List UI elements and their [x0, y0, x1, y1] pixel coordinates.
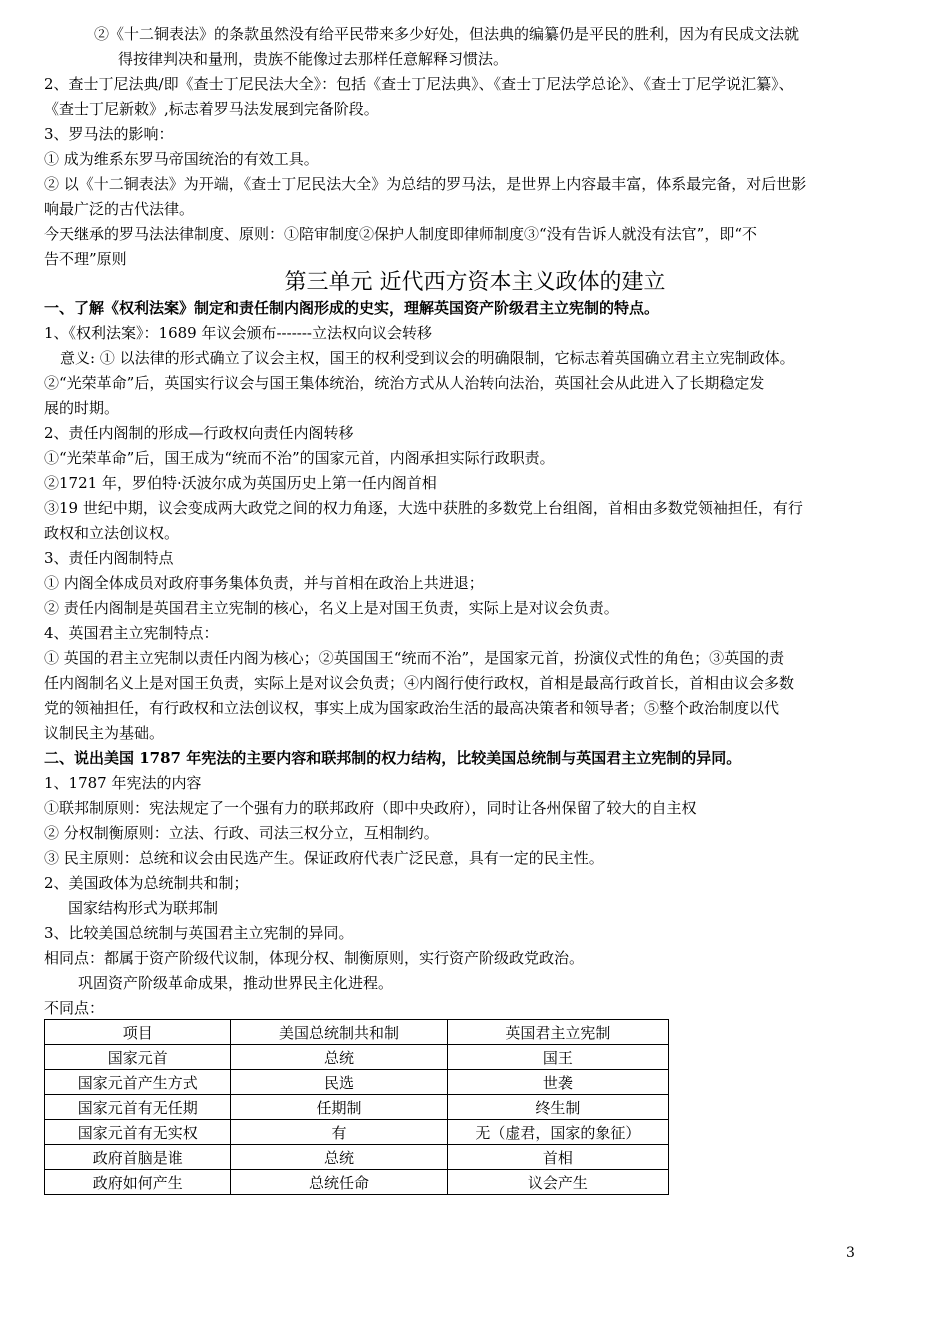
text-line: ①“光荣革命”后，国王成为“统而不治”的国家元首，内阁承担实际行政职责。: [44, 449, 555, 467]
text-line: 得按律判决和量刑，贵族不能像过去那样任意解释习惯法。: [118, 50, 509, 68]
text-line: 相同点：都属于资产阶级代议制，体现分权、制衡原则，实行资产阶级政党政治。: [44, 949, 585, 967]
table-cell: 世袭: [447, 1070, 668, 1095]
table-cell: 首相: [447, 1145, 668, 1170]
text-line: ① 内阁全体成员对政府事务集体负责，并与首相在政治上共进退；: [44, 574, 484, 592]
text-line: 1、《权利法案》：1689 年议会颁布-------立法权向议会转移: [44, 324, 432, 342]
text-line: ②1721 年，罗伯特·沃波尔成为英国历史上第一任内阁首相: [44, 474, 437, 492]
text-line: 响最广泛的古代法律。: [44, 200, 195, 218]
text-line: 展的时期。: [44, 399, 120, 417]
table-cell: 有: [231, 1120, 447, 1145]
text-line: ① 成为维系东罗马帝国统治的有效工具。: [44, 150, 319, 168]
table-header-cell: 美国总统制共和制: [231, 1020, 447, 1045]
text-line: 今天继承的罗马法法律制度、原则：①陪审制度②保护人制度即律师制度③“没有告诉人就没有法官”，即“不: [44, 225, 758, 243]
text-line: ② 责任内阁制是英国君主立宪制的核心，名义上是对国王负责，实际上是对议会负责。: [44, 599, 619, 617]
table-cell: 议会产生: [447, 1170, 668, 1195]
table-header-cell: 英国君主立宪制: [447, 1020, 668, 1045]
table-row: [45, 1045, 669, 1070]
text-line: 《查士丁尼新敕》,标志着罗马法发展到完备阶段。: [44, 100, 379, 118]
text-line: 1、1787 年宪法的内容: [44, 774, 202, 792]
section-heading: 一、了解《权利法案》制定和责任制内阁形成的史实，理解英国资产阶级君主立宪制的特点。: [44, 299, 660, 317]
table-cell: 终生制: [447, 1095, 668, 1120]
table-cell: 总统: [231, 1145, 447, 1170]
text-line: 4、英国君主立宪制特点：: [44, 624, 219, 642]
table-row: [45, 1145, 669, 1170]
table-cell: 民选: [231, 1070, 447, 1095]
text-line: ③19 世纪中期，议会变成两大政党之间的权力角逐，大选中获胜的多数党上台组阁，首相由多数党领袖担任，有行: [44, 499, 803, 517]
table-cell: 总统: [231, 1045, 447, 1070]
text-line: ②“光荣革命”后，英国实行议会与国王集体统治，统治方式从人治转向法治，英国社会从此进入了长期稳定发: [44, 374, 765, 392]
table-cell: 国家元首产生方式: [45, 1070, 231, 1095]
text-line: 告不理”原则: [44, 250, 127, 268]
page-number: 3: [846, 1245, 855, 1261]
table-cell: 国家元首: [45, 1045, 231, 1070]
text-line: 不同点：: [44, 999, 105, 1017]
section-heading: 二、说出美国 1787 年宪法的主要内容和联邦制的权力结构，比较美国总统制与英国君主立宪制的异同。: [44, 749, 742, 767]
table-cell: 国家元首有无实权: [45, 1120, 231, 1145]
table-cell: 国家元首有无任期: [45, 1095, 231, 1120]
table-row: [45, 1120, 669, 1145]
text-line: ② 分权制衡原则：立法、行政、司法三权分立，互相制约。: [44, 824, 439, 842]
text-line: 2、责任内阁制的形成—行政权向责任内阁转移: [44, 424, 354, 442]
table-cell: 政府如何产生: [45, 1170, 231, 1195]
text-line: ① 英国的君主立宪制以责任内阁为核心；②英国国王“统而不治”，是国家元首，扮演仪式性的角色；③英国的责: [44, 649, 785, 667]
table-header-row: [45, 1020, 669, 1045]
table-cell: 任期制: [231, 1095, 447, 1120]
text-line: 政权和立法创议权。: [44, 524, 180, 542]
text-line: 议制民主为基础。: [44, 724, 165, 742]
table-row: [45, 1070, 669, 1095]
table-cell: 政府首脑是谁: [45, 1145, 231, 1170]
table-row: [45, 1095, 669, 1120]
text-line: ② 以《十二铜表法》为开端，《查士丁尼民法大全》为总结的罗马法，是世界上内容最丰富，体系最完备，对后世影: [44, 175, 807, 193]
comparison-table: [44, 1019, 669, 1195]
text-line: 国家结构形式为联邦制: [68, 899, 219, 917]
table-cell: 国王: [447, 1045, 668, 1070]
text-line: ②《十二铜表法》的条款虽然没有给平民带来多少好处，但法典的编纂仍是平民的胜利，因为有民成文法就: [94, 25, 800, 43]
unit-title: 第三单元 近代西方资本主义政体的建立: [284, 270, 666, 295]
text-line: 意义: ① 以法律的形式确立了议会主权，国王的权利受到议会的明确限制，它标志着英国确立君主立宪制政体。: [60, 349, 795, 367]
table-row: [45, 1170, 669, 1195]
text-line: 2、美国政体为总统制共和制；: [44, 874, 249, 892]
text-line: ①联邦制原则：宪法规定了一个强有力的联邦政府（即中央政府），同时让各州保留了较大的自主权: [44, 799, 697, 817]
text-line: 2、查士丁尼法典/即《查士丁尼民法大全》：包括《查士丁尼法典》、《查士丁尼法学总论》、《查士丁尼学说汇纂》、: [44, 75, 794, 93]
table-header-cell: 项目: [45, 1020, 231, 1045]
text-line: ③ 民主原则：总统和议会由民选产生。保证政府代表广泛民意，具有一定的民主性。: [44, 849, 604, 867]
text-line: 3、比较美国总统制与英国君主立宪制的异同。: [44, 924, 354, 942]
table-cell: 无（虚君，国家的象征）: [447, 1120, 668, 1145]
text-line: 3、责任内阁制特点: [44, 549, 174, 567]
text-line: 党的领袖担任，有行政权和立法创议权，事实上成为国家政治生活的最高决策者和领导者；⑤整个政治制度以代: [44, 699, 780, 717]
table-cell: 总统任命: [231, 1170, 447, 1195]
text-line: 巩固资产阶级革命成果，推动世界民主化进程。: [78, 974, 394, 992]
text-line: 3、罗马法的影响：: [44, 125, 174, 143]
text-line: 任内阁制名义上是对国王负责，实际上是对议会负责；④内阁行使行政权，首相是最高行政首长，首相由议会多数: [44, 674, 795, 692]
